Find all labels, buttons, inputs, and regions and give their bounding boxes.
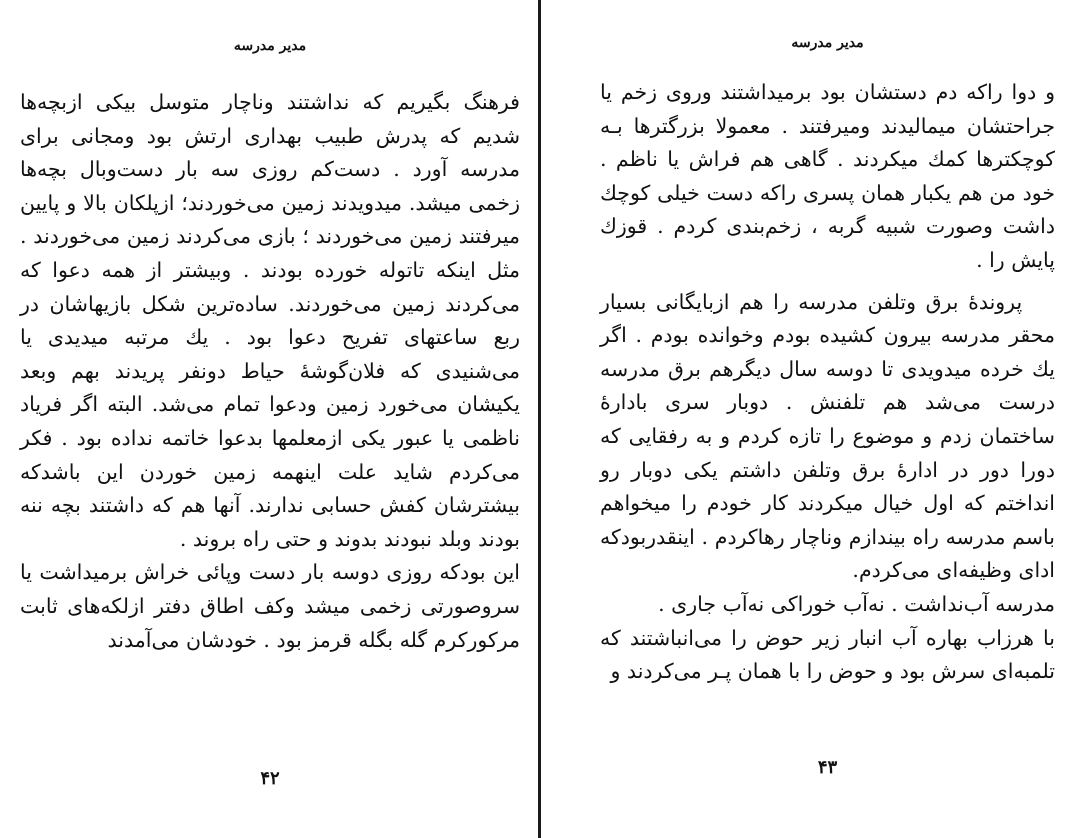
left-paragraph-2: این بودکه روزی دوسه بار دست وپائی خراش برمیداشت یا سروصورتی زخمی میشد وکف اطاق دفتر ازلکه‌های ثابت مرکورکرم گله بگله قرمز بود . خودشان می‌آمدند <box>20 560 520 652</box>
right-paragraph-1: و دوا راکه دم دستشان بود برمیداشتند وروی زخم یا جراحتشان میمالیدند ومیرفتند . معمولا بزرگترها بـه کوچکترها کمك میکردند . گاهی هم فراش یا ناظم . خود من هم یکبار همان پسری راکه دست خیلی کوچك داشت وصورت شبیه گربه ، زخم‌بندی کردم . قوزك پایش را . <box>600 80 1055 272</box>
left-page-number: ۴۲ <box>260 768 280 789</box>
right-page-number: ۴۳ <box>817 757 838 778</box>
page-divider <box>538 0 541 838</box>
right-paragraph-3: مدرسه آب‌نداشت . نه‌آب‌ خوراکی نه‌آب جاری . <box>658 591 1055 616</box>
right-page-body <box>600 76 1055 689</box>
left-page <box>20 0 520 838</box>
left-page-body <box>20 86 520 657</box>
right-running-head: مدیر مدرسه <box>791 35 864 51</box>
right-paragraph-4: با هرزاب بهاره آب انبار زیر حوض را می‌انباشتند که تلمبه‌ای سرش بود و حوض را با همان پـر می‌کردند و <box>600 625 1055 684</box>
left-running-head: مدیر مدرسه <box>233 38 307 54</box>
right-page <box>600 0 1055 838</box>
right-paragraph-2: پروندهٔ برق وتلفن مدرسه را هم ازبایگانی بسیار محقر مدرسه بیرون کشیده بودم وخوانده بودم . اگر یك خرده میدویدی تا دوسه سال دیگرهم برق مدرسه درست می‌شد هم تلفنش . دوبار سری بادارهٔ ساختمان زدم و موضوع را تازه کردم و به رفقایی که دورا دور در ادارهٔ برق وتلفن داشتم یکی دوبار رو انداختم که اول خیال میکردند کار خودم را میخواهم باسم مدرسه راه بیندازم وناچار رهاکردم . اینقدربودکه ادای وظیفه‌ای می‌کردم. <box>600 289 1055 583</box>
left-paragraph-1: فرهنگ بگیریم که نداشتند وناچار متوسل بیکی ازبچه‌ها شدیم که پدرش طبیب بهداری ارتش بود ومجانی برای مدرسه آورد . دست‌کم روزی سه بار دست‌وبال بچه‌ها زخمی میشد. میدویدند زمین می‌خوردند؛ ازپلکان بالا و پایین میرفتند زمین می‌خوردند ؛ بازی می‌کردند زمین می‌خوردند . مثل اینکه تاتوله خورده بودند . وبیشتر از همه دعوا که می‌کردند زمین می‌خوردند. ساده‌ترین شکل بازیهاشان در ربع ساعتهای تفریح دعوا بود . یك مرتبه میدیدی یا می‌شنیدی که فلان‌گوشهٔ حیاط دونفر پریدند بهم وبعد یکیشان می‌خورد زمین ودعوا تمام می‌شد. البته اگر فریاد ناظمی یا عبور یکی ازمعلمها بدعوا خاتمه نداده بود . فکر می‌کردم شاید علت اینهمه زمین خوردن این باشدکه بیشترشان کفش حسابی ندارند. آنها هم که داشتند بچه ننه بودند وبلد نبودند بدوند و حتی راه بروند . <box>20 90 520 551</box>
